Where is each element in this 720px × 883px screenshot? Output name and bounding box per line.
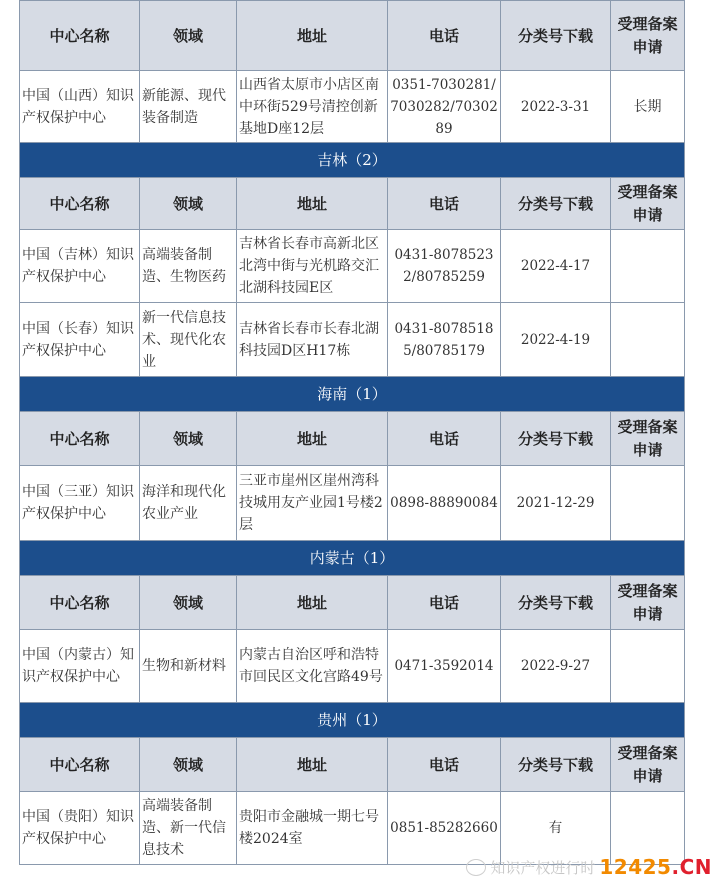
table-row: [20, 230, 685, 303]
header-address: 地址: [237, 412, 388, 466]
center-field: 高端装备制造、生物医药: [140, 230, 237, 303]
header-apply: 受理备案申请: [611, 178, 685, 230]
center-name: 中国（长春）知识产权保护中心: [20, 303, 140, 377]
center-field: 高端装备制造、新一代信息技术: [140, 792, 237, 865]
header-row: [20, 576, 685, 630]
logo-number: 12425: [599, 855, 672, 879]
center-field: 海洋和现代化农业产业: [140, 466, 237, 541]
header-field: 领域: [140, 576, 237, 630]
center-name: 中国（山西）知识产权保护中心: [20, 71, 140, 143]
center-address: 内蒙古自治区呼和浩特市回民区文化宫路49号: [237, 630, 388, 703]
center-name: 中国（贵阳）知识产权保护中心: [20, 792, 140, 865]
province-label: 海南（1）: [20, 377, 685, 412]
table-row: [20, 630, 685, 703]
header-row: [20, 738, 685, 792]
center-phone: 0471-3592014: [388, 630, 501, 703]
download-cell[interactable]: 2022-9-27: [501, 630, 611, 703]
header-field: 领域: [140, 738, 237, 792]
header-name: 中心名称: [20, 178, 140, 230]
header-phone: 电话: [388, 576, 501, 630]
center-phone: 0351-7030281/7030282/7030289: [388, 71, 501, 143]
header-name: 中心名称: [20, 412, 140, 466]
wechat-icon: [466, 859, 486, 876]
header-download: 分类号下载: [501, 412, 611, 466]
header-download: 分类号下载: [501, 178, 611, 230]
download-cell[interactable]: 2022-3-31: [501, 71, 611, 143]
ip-centers-table: [19, 0, 685, 865]
header-apply: 受理备案申请: [611, 738, 685, 792]
header-address: 地址: [237, 738, 388, 792]
province-label: 吉林（2）: [20, 143, 685, 178]
center-address: 贵阳市金融城一期七号楼2024室: [237, 792, 388, 865]
header-phone: 电话: [388, 412, 501, 466]
header-name: 中心名称: [20, 576, 140, 630]
apply-cell: [611, 303, 685, 377]
watermark-text: 知识产权进行时: [490, 858, 596, 877]
table-row: [20, 792, 685, 865]
center-phone: 0898-88890084: [388, 466, 501, 541]
table-row: [20, 303, 685, 377]
header-apply: 受理备案申请: [611, 576, 685, 630]
province-row: [20, 143, 685, 178]
center-name: 中国（内蒙古）知识产权保护中心: [20, 630, 140, 703]
header-address: 地址: [237, 576, 388, 630]
download-cell[interactable]: 2021-12-29: [501, 466, 611, 541]
download-cell[interactable]: 有: [501, 792, 611, 865]
header-row: [20, 412, 685, 466]
province-row: [20, 703, 685, 738]
logo-domain: .CN: [671, 855, 712, 879]
header-apply: 受理备案申请: [611, 1, 685, 71]
header-phone: 电话: [388, 1, 501, 71]
header-field: 领域: [140, 1, 237, 71]
province-row: [20, 377, 685, 412]
header-download: 分类号下载: [501, 1, 611, 71]
header-phone: 电话: [388, 738, 501, 792]
center-address: 山西省太原市小店区南中环街529号清控创新基地D座12层: [237, 71, 388, 143]
header-address: 地址: [237, 178, 388, 230]
center-address: 吉林省长春市长春北湖科技园D区H17栋: [237, 303, 388, 377]
header-apply: 受理备案申请: [611, 412, 685, 466]
header-row: [20, 1, 685, 71]
center-phone: 0851-85282660: [388, 792, 501, 865]
site-logo: [599, 855, 712, 879]
header-download: 分类号下载: [501, 576, 611, 630]
apply-cell: [611, 230, 685, 303]
header-field: 领域: [140, 178, 237, 230]
center-field: 生物和新材料: [140, 630, 237, 703]
download-cell[interactable]: 2022-4-17: [501, 230, 611, 303]
center-phone: 0431-80785185/80785179: [388, 303, 501, 377]
center-name: 中国（三亚）知识产权保护中心: [20, 466, 140, 541]
header-name: 中心名称: [20, 1, 140, 71]
province-label: 内蒙古（1）: [20, 541, 685, 576]
download-cell[interactable]: 2022-4-19: [501, 303, 611, 377]
table-row: [20, 71, 685, 143]
header-download: 分类号下载: [501, 738, 611, 792]
apply-cell: [611, 466, 685, 541]
header-phone: 电话: [388, 178, 501, 230]
apply-cell: [611, 630, 685, 703]
center-field: 新一代信息技术、现代化农业: [140, 303, 237, 377]
apply-cell: 长期: [611, 71, 685, 143]
center-phone: 0431-80785232/80785259: [388, 230, 501, 303]
watermark: [466, 855, 712, 879]
center-address: 三亚市崖州区崖州湾科技城用友产业园1号楼2层: [237, 466, 388, 541]
header-field: 领域: [140, 412, 237, 466]
header-row: [20, 178, 685, 230]
center-name: 中国（吉林）知识产权保护中心: [20, 230, 140, 303]
province-row: [20, 541, 685, 576]
province-label: 贵州（1）: [20, 703, 685, 738]
header-name: 中心名称: [20, 738, 140, 792]
center-address: 吉林省长春市高新北区北湾中街与光机路交汇北湖科技园E区: [237, 230, 388, 303]
apply-cell: [611, 792, 685, 865]
header-address: 地址: [237, 1, 388, 71]
center-field: 新能源、现代装备制造: [140, 71, 237, 143]
table-row: [20, 466, 685, 541]
